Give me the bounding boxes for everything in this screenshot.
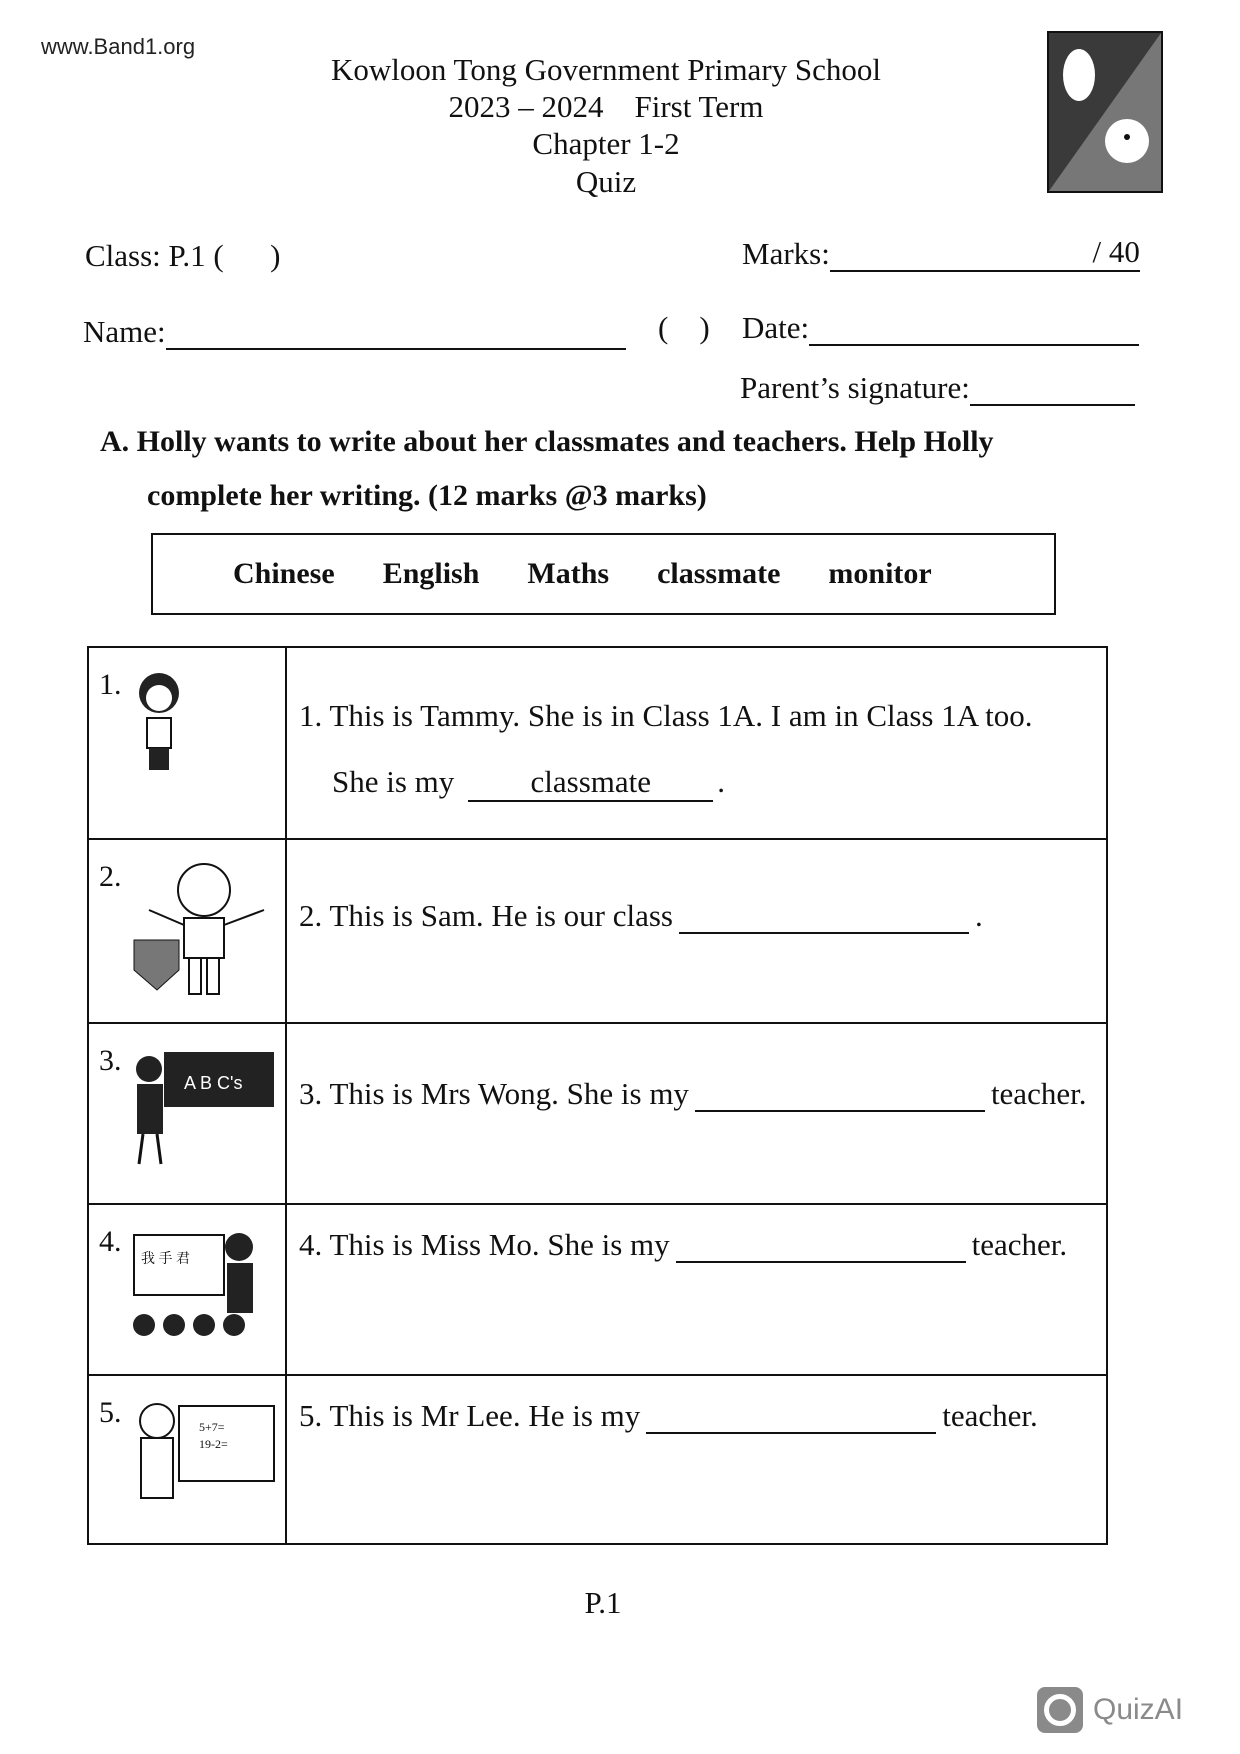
word-bank [151, 533, 1056, 615]
question-text-2: She is my [332, 764, 455, 799]
date-field[interactable] [809, 314, 1139, 346]
question-text: 3. This is Mrs Wong. She is my [299, 1076, 689, 1111]
date-label: Date: [742, 310, 810, 345]
word-chinese: Chinese [233, 557, 335, 590]
svg-text:我 手 君: 我 手 君 [141, 1252, 190, 1267]
signature-label: Parent’s signature: [740, 370, 970, 405]
answer-field-4[interactable] [676, 1231, 966, 1263]
school-logo [1047, 31, 1163, 193]
maths-teacher-illustration [129, 1396, 279, 1526]
classroom-illustration [129, 1225, 269, 1365]
question-number: 5. [99, 1396, 122, 1429]
class-label: Class: P.1 ( ) [85, 238, 281, 273]
table-row [88, 1375, 1107, 1544]
question-1 [286, 647, 1107, 839]
answer-field-2[interactable] [679, 902, 969, 934]
question-number: 3. [99, 1044, 122, 1077]
punctuation: teacher. [971, 1227, 1068, 1262]
table-row [88, 1204, 1107, 1375]
punctuation: . [975, 898, 983, 933]
marks-field[interactable] [830, 234, 1140, 272]
question-number: 4. [99, 1225, 122, 1258]
marks-label: Marks: [742, 236, 830, 271]
question-5 [286, 1375, 1107, 1544]
punctuation: teacher. [990, 1076, 1087, 1111]
quizai-icon [1037, 1687, 1083, 1733]
girl-illustration [129, 668, 189, 778]
word-classmate: classmate [657, 557, 781, 590]
table-row [88, 839, 1107, 1023]
word-monitor: monitor [828, 557, 932, 590]
class-number-paren: ( ) [658, 310, 710, 345]
term: 2023 – 2024 First Term [448, 89, 764, 124]
word-maths: Maths [527, 557, 610, 590]
punctuation: teacher. [942, 1398, 1038, 1433]
question-number: 2. [99, 860, 122, 893]
quiz-title: Quiz [575, 164, 637, 199]
quizai-brand: QuizAI [1093, 1693, 1184, 1726]
page-number: P.1 [584, 1585, 622, 1620]
svg-text:5+7=: 5+7= [199, 1420, 225, 1434]
word-english: English [382, 557, 480, 590]
name-label: Name: [83, 314, 166, 349]
question-number: 1. [99, 668, 122, 701]
school-name: Kowloon Tong Government Primary School [330, 52, 882, 87]
question-4 [286, 1204, 1107, 1375]
questions-table [87, 646, 1108, 1545]
question-text: 2. This is Sam. He is our class [299, 898, 673, 933]
question-text: 4. This is Miss Mo. She is my [299, 1227, 670, 1262]
section-a-heading-2: complete her writing. (12 marks @3 marks) [147, 479, 707, 512]
answer-field-3[interactable] [695, 1080, 985, 1112]
answer-field-1[interactable]: classmate [468, 764, 713, 802]
table-row [88, 1023, 1107, 1204]
marks-total: / 40 [1092, 234, 1140, 269]
monitor-boy-illustration [129, 860, 269, 1000]
svg-text:19-2=: 19-2= [199, 1437, 228, 1451]
answer-field-5[interactable] [646, 1402, 936, 1434]
table-row [88, 647, 1107, 839]
chapter: Chapter 1-2 [532, 126, 680, 161]
question-text: 1. This is Tammy. She is in Class 1A. I am in Class 1A too. [299, 698, 1033, 733]
teacher-blackboard-illustration [129, 1044, 279, 1174]
question-2 [286, 839, 1107, 1023]
quizai-logo [1037, 1687, 1183, 1733]
signature-field[interactable] [970, 374, 1135, 406]
watermark-text: www.Band1.org [41, 34, 196, 59]
name-field[interactable] [166, 318, 626, 350]
punctuation: . [717, 764, 726, 799]
svg-text:A B C's: A B C's [184, 1073, 243, 1093]
question-3 [286, 1023, 1107, 1204]
question-text: 5. This is Mr Lee. He is my [299, 1398, 641, 1433]
section-a-heading: A. Holly wants to write about her classmates and teachers. Help Holly [100, 425, 994, 458]
